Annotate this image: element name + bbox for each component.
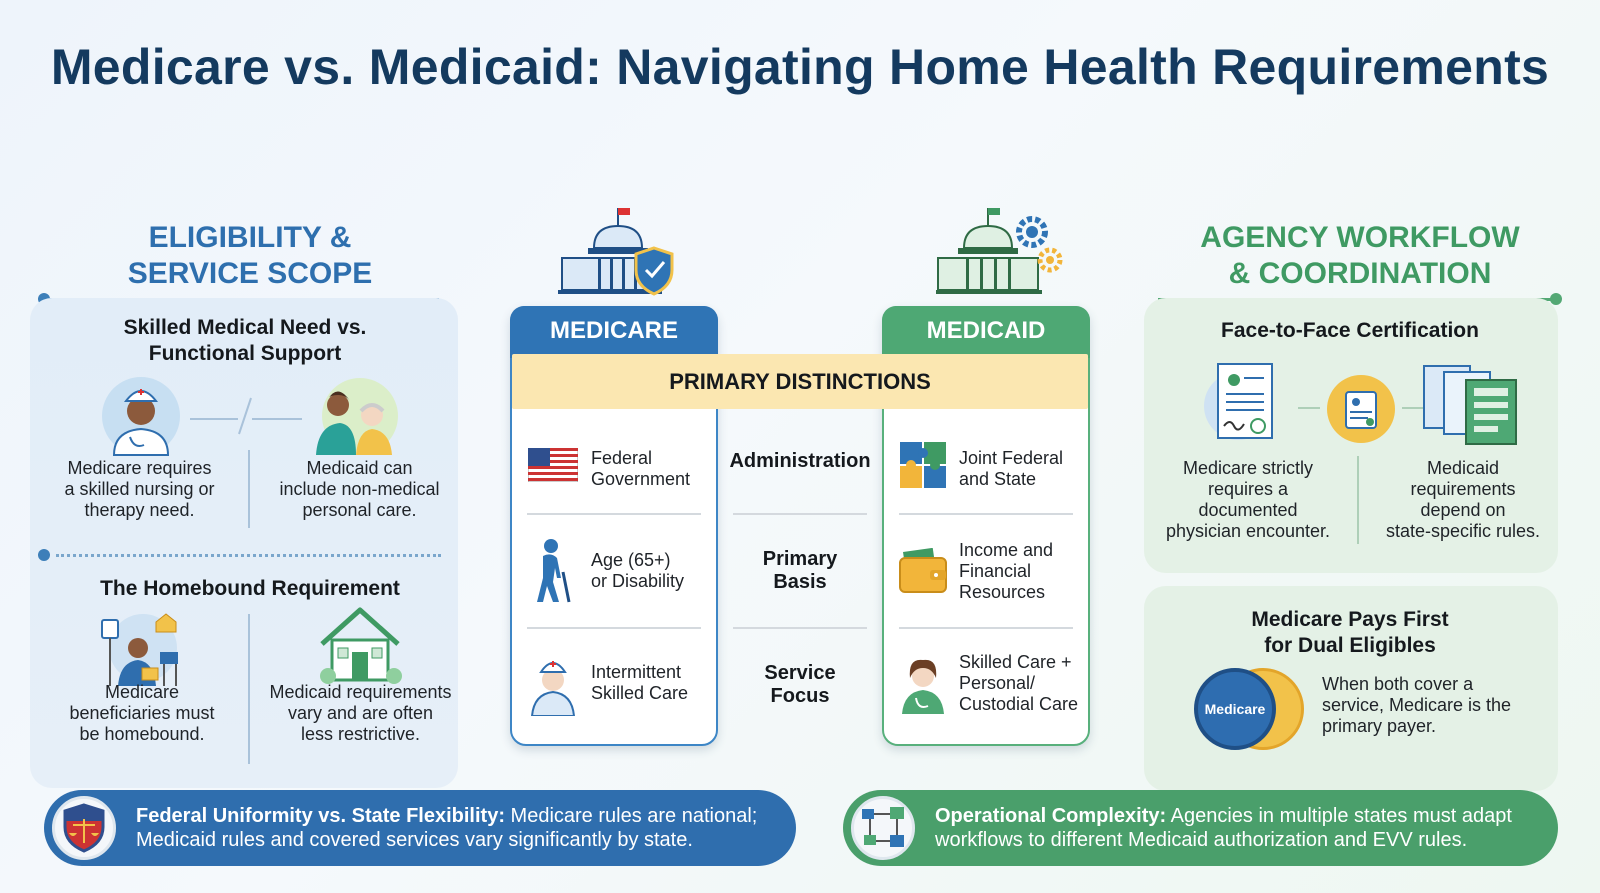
eligibility-heading-line1: ELIGIBILITY &	[148, 221, 352, 254]
row-separator	[733, 513, 867, 515]
patient-home-icon	[98, 612, 188, 688]
house-icon	[318, 606, 402, 686]
scales-shield-icon	[52, 796, 116, 860]
workflow-icon	[851, 796, 915, 860]
row-separator	[899, 513, 1073, 515]
wallet-icon	[898, 548, 948, 594]
dotted-divider	[56, 554, 441, 557]
homebound-medicaid-caption: Medicaid requirements vary and are often less restrictive.	[269, 682, 452, 744]
medicaid-service-focus: Skilled Care + Personal/ Custodial Care	[959, 652, 1079, 714]
capitol-gears-icon	[936, 206, 1066, 296]
homebound-medicare-caption: Medicare beneficiaries must be homebound.	[69, 682, 215, 744]
row-label-service-focus: Service Focus	[764, 662, 836, 707]
workflow-heading-line1: AGENCY WORKFLOW	[1200, 221, 1520, 254]
caregiver-icon	[310, 375, 400, 457]
section-dot	[38, 549, 50, 561]
eligibility-heading	[80, 220, 420, 292]
medicaid-administration: Joint Federal and State	[959, 448, 1064, 489]
caregiver-small-icon	[898, 656, 948, 714]
medicare-tab: MEDICARE	[510, 306, 718, 358]
us-flag-icon	[528, 448, 578, 482]
skilled-need-medicare-caption: Medicare requires a skilled nursing or therapy need.	[64, 458, 215, 520]
vertical-divider	[248, 450, 250, 528]
skilled-need-title-line1: Skilled Medical Need vs.	[123, 316, 367, 339]
skilled-need-medicaid-caption: Medicaid can include non-medical personal care.	[279, 458, 440, 520]
homebound-title: The Homebound Requirement	[100, 577, 400, 600]
medicare-administration: Federal Government	[591, 448, 691, 489]
skilled-need-title-line2: Functional Support	[148, 342, 342, 365]
row-separator	[527, 627, 701, 629]
operational-complexity-text: Operational Complexity: Agencies in multiple states must adapt workflows to different Medicaid authorization and EVV rules.	[935, 805, 1512, 851]
face-to-face-medicaid-caption: Medicaid requirements depend on state-specific rules.	[1385, 458, 1541, 541]
federal-uniformity-text: Federal Uniformity vs. State Flexibility: Medicare rules are national; Medicaid rules and covered services vary significantly by state.	[136, 805, 758, 851]
capitol-shield-icon	[558, 206, 678, 296]
vertical-divider	[248, 614, 250, 764]
eligibility-heading-line2: SERVICE SCOPE	[127, 257, 373, 290]
primary-distinctions-band: PRIMARY DISTINCTIONS	[512, 354, 1088, 409]
row-label-administration: Administration	[729, 450, 871, 472]
certificate-icon	[1204, 360, 1282, 446]
nurse-icon	[100, 375, 182, 457]
workflow-heading	[1170, 220, 1550, 292]
nurse-small-icon	[528, 654, 578, 716]
dual-eligibles-caption: When both cover a service, Medicare is the primary payer.	[1322, 674, 1512, 736]
medicare-primary-basis: Age (65+) or Disability	[591, 550, 685, 591]
connector-line	[190, 418, 238, 420]
operational-complexity-banner	[843, 790, 1558, 866]
face-to-face-title: Face-to-Face Certification	[1221, 319, 1479, 342]
federal-uniformity-banner	[44, 790, 796, 866]
state-documents-icon	[1420, 362, 1528, 448]
dual-eligibles-title: Medicare Pays First for Dual Eligibles	[1251, 608, 1449, 657]
row-label-primary-basis: Primary Basis	[762, 548, 838, 593]
skilled-need-title	[40, 315, 450, 367]
page-title: Medicare vs. Medicaid: Navigating Home Health Requirements	[50, 39, 1550, 95]
row-separator	[733, 627, 867, 629]
puzzle-icon	[898, 440, 948, 490]
id-badge-icon	[1326, 374, 1396, 444]
row-separator	[527, 513, 701, 515]
workflow-heading-line2: & COORDINATION	[1228, 257, 1492, 290]
slash-divider	[236, 396, 254, 436]
senior-cane-icon	[533, 538, 573, 604]
connector-line	[252, 418, 302, 420]
row-separator	[899, 627, 1073, 629]
workflow-rule-dot	[1550, 293, 1562, 305]
vertical-divider	[1357, 456, 1359, 544]
medicare-service-focus: Intermittent Skilled Care	[591, 662, 689, 703]
medicaid-tab: MEDICAID	[882, 306, 1090, 358]
face-to-face-medicare-caption: Medicare strictly requires a documented physician encounter.	[1165, 458, 1331, 541]
medicare-coin: Medicare	[1194, 668, 1276, 750]
connector-line	[1298, 407, 1320, 409]
medicaid-primary-basis: Income and Financial Resources	[959, 540, 1054, 602]
